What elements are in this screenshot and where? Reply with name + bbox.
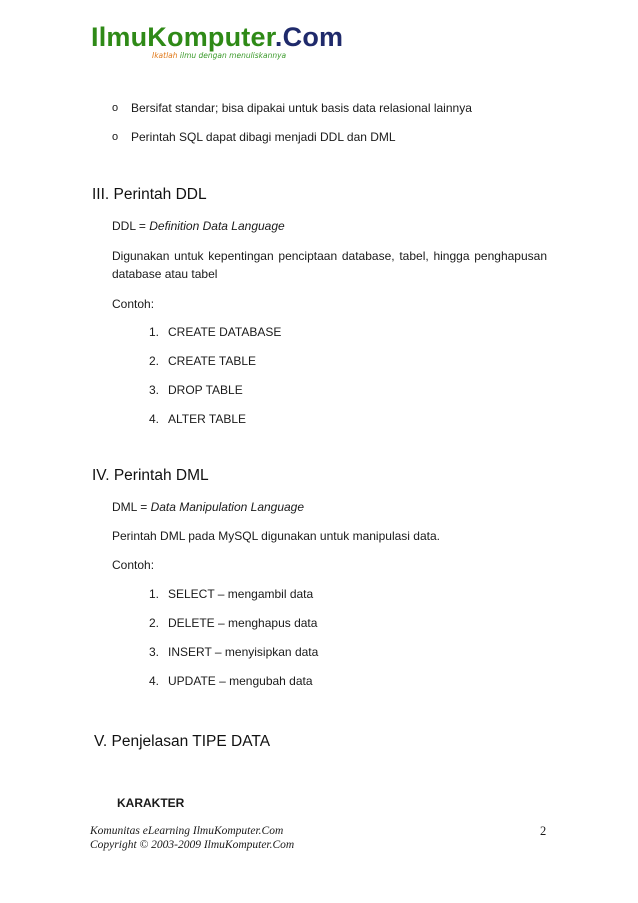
ddl-definition	[112, 219, 285, 233]
logo-text-suffix: .Com	[274, 22, 344, 52]
list-item-text: CREATE TABLE	[168, 354, 257, 368]
list-item-number: 1.	[149, 325, 160, 339]
ddl-desc-line-2: database atau tabel	[112, 267, 218, 281]
bullet-marker: o	[112, 102, 119, 114]
logo-tagline	[152, 51, 286, 61]
list-item-number: 2.	[149, 616, 160, 630]
list-item-text: INSERT – menyisipkan data	[168, 645, 319, 659]
list-item-number: 1.	[149, 587, 160, 601]
ddl-desc-line-1: Digunakan untuk kepentingan penciptaan database, tabel, hingga penghapusan	[112, 249, 547, 263]
tagline-rest: ilmu dengan menuliskannya	[177, 51, 287, 60]
dml-description: Perintah DML pada MySQL digunakan untuk manipulasi data.	[112, 529, 440, 543]
dml-def-prefix: DML =	[112, 500, 151, 514]
section-heading-dml: IV. Perintah DML	[92, 467, 209, 484]
page-number: 2	[540, 824, 547, 838]
bullet-text: Perintah SQL dapat dibagi menjadi DDL dan DML	[131, 130, 396, 144]
list-item-text: DROP TABLE	[168, 383, 243, 397]
list-item-number: 3.	[149, 383, 160, 397]
list-item-number: 4.	[149, 412, 160, 426]
footer-line-2: Copyright © 2003-2009 IlmuKomputer.Com	[90, 839, 295, 851]
dml-definition	[112, 500, 304, 514]
ddl-example-label: Contoh:	[112, 297, 155, 311]
bullet-marker: o	[112, 131, 119, 143]
dml-def-term: Data Manipulation Language	[150, 500, 305, 514]
site-logo	[91, 22, 343, 52]
section-heading-ddl: III. Perintah DDL	[92, 186, 207, 203]
dml-example-label: Contoh:	[112, 558, 155, 572]
ddl-def-term: Definition Data Language	[149, 219, 285, 233]
subheading-karakter: KARAKTER	[117, 796, 185, 810]
logo-text-main: IlmuKomputer	[91, 22, 275, 52]
list-item-text: UPDATE – mengubah data	[168, 674, 313, 688]
list-item-text: CREATE DATABASE	[168, 325, 282, 339]
list-item-number: 3.	[149, 645, 160, 659]
footer-line-1: Komunitas eLearning IlmuKomputer.Com	[90, 825, 284, 837]
list-item-text: ALTER TABLE	[168, 412, 247, 426]
list-item-text: DELETE – menghapus data	[168, 616, 318, 630]
section-heading-tipe-data: V. Penjelasan TIPE DATA	[94, 733, 271, 750]
list-item-number: 4.	[149, 674, 160, 688]
bullet-text: Bersifat standar; bisa dipakai untuk basis data relasional lainnya	[131, 101, 472, 115]
list-item-number: 2.	[149, 354, 160, 368]
list-item-text: SELECT – mengambil data	[168, 587, 314, 601]
tagline-word-1: Ikatlah	[152, 51, 178, 60]
ddl-def-prefix: DDL =	[112, 219, 150, 233]
